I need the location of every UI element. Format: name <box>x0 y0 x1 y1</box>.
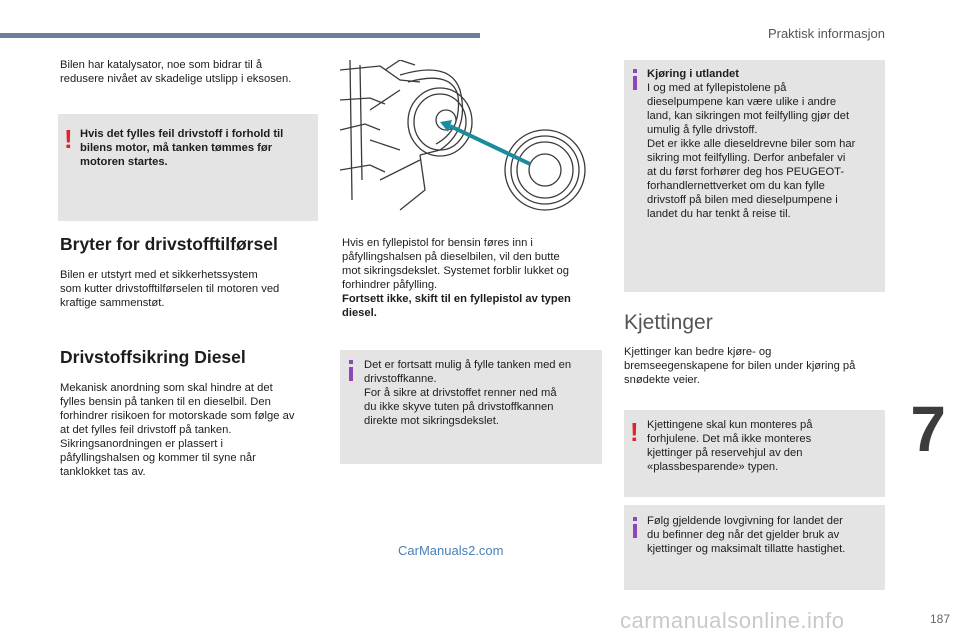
intro-text <box>60 58 325 86</box>
para-bryter <box>60 268 325 310</box>
intro-line: Bilen har katalysator, noe som bidrar til å <box>60 59 263 71</box>
info-line: umulig å fylle drivstoff. <box>647 124 758 136</box>
info-text <box>647 514 883 556</box>
warning-line: Hvis det fylles feil drivstoff i forhold til <box>80 128 284 140</box>
info-line: at du først forhører deg hos PEUGEOT- <box>647 166 845 178</box>
info-line: drivstoffkanne. <box>364 373 437 385</box>
info-line: du ikke skyve tuten på drivstoffkannen <box>364 401 554 413</box>
heading-drivstoffsikring: Drivstoffsikring Diesel <box>60 347 246 367</box>
info-icon <box>633 69 637 73</box>
warning-line: motoren startes. <box>80 156 168 168</box>
para-line: fylles bensin på tanken til en dieselbil. Den <box>60 396 271 408</box>
heading-bryter: Bryter for drivstofftilførsel <box>60 234 278 254</box>
para-line: kraftige sammenstøt. <box>60 297 165 309</box>
info-box-drivstoffkanne <box>340 350 602 464</box>
warning-text <box>647 418 883 474</box>
info-line: Det er fortsatt mulig å fylle tanken med en <box>364 359 572 371</box>
info-line: drivstoff på bilen med dieselpumpene i <box>647 194 838 206</box>
info-text <box>647 67 883 221</box>
para-line: påfyllingshalsen og kommer til syne når <box>60 452 256 464</box>
info-line: I og med at fyllepistolene på <box>647 82 787 94</box>
info-line: Følg gjeldende lovgivning for landet der <box>647 515 843 527</box>
para-line: Kjettinger kan bedre kjøre- og <box>624 346 772 358</box>
para-fyllepistol <box>342 236 604 320</box>
warning-line: forhjulene. Det må ikke monteres <box>647 433 812 445</box>
info-icon-bar <box>633 76 637 90</box>
para-line: mot sikringsdekslet. Systemet forblir lukket og <box>342 265 569 277</box>
para-kjettinger <box>624 345 886 387</box>
fuel-filler-drawing <box>340 60 602 228</box>
warning-box <box>58 114 318 221</box>
warning-line: bilens motor, må tanken tømmes før <box>80 142 273 154</box>
section-title: Praktisk informasjon <box>767 26 885 41</box>
warning-line: «plassbesparende» typen. <box>647 461 779 473</box>
para-line: Mekanisk anordning som skal hindre at det <box>60 382 273 394</box>
warning-box-kjettinger <box>624 410 885 497</box>
para-bold-line: diesel. <box>342 307 377 319</box>
warning-icon: ! <box>630 417 639 447</box>
info-line: direkte mot sikringsdekslet. <box>364 415 499 427</box>
fuel-filler-illustration <box>340 60 602 228</box>
para-line: forhindrer påfylling. <box>342 279 438 291</box>
para-line: Sikringsanordningen er plassert i <box>60 438 223 450</box>
info-icon <box>349 360 353 364</box>
para-drivstoffsikring <box>60 381 325 479</box>
para-line: forhindrer risikoen for motorskade som følge av <box>60 410 295 422</box>
para-line: tanklokket tas av. <box>60 466 146 478</box>
warning-line: kjettinger på reservehjul av den <box>647 447 803 459</box>
para-line: som kutter drivstofftilførselen til motoren ved <box>60 283 280 295</box>
page-number: 187 <box>929 612 950 626</box>
para-line: at det fylles feil drivstoff på tanken. <box>60 424 232 436</box>
info-text <box>364 358 598 428</box>
warning-line: Kjettingene skal kun monteres på <box>647 419 813 431</box>
intro-line: redusere nivået av skadelige utslipp i eksosen. <box>60 73 292 85</box>
para-line: bremseegenskapene for bilen under kjøring på <box>624 360 856 372</box>
warning-text <box>80 127 312 169</box>
para-line: Bilen er utstyrt med et sikkerhetssystem <box>60 269 258 281</box>
para-bold-line: Fortsett ikke, skift til en fyllepistol av typen <box>342 293 571 305</box>
header-bar <box>0 33 480 38</box>
warning-icon: ! <box>64 124 73 154</box>
chapter-number: 7 <box>910 393 946 465</box>
info-icon-bar <box>633 524 637 538</box>
para-line: Hvis en fyllepistol for bensin føres inn i <box>342 237 533 249</box>
info-line: land, kan sikringen mot feilfylling gjør det <box>647 110 850 122</box>
info-icon <box>633 517 637 521</box>
para-line: påfyllingshalsen på dieselbilen, vil den butte <box>342 251 560 263</box>
info-box-lovgivning <box>624 505 885 590</box>
info-line: For å sikre at drivstoffet renner ned må <box>364 387 557 399</box>
info-box-utlandet <box>624 60 885 292</box>
info-line: landet du har tenkt å reise til. <box>647 208 791 220</box>
info-line: kjettinger og maksimalt tillatte hastighet. <box>647 543 846 555</box>
heading-kjettinger: Kjettinger <box>624 311 713 334</box>
para-line: snødekte veier. <box>624 374 700 386</box>
info-line: dieselpumpene kan være ulike i andre <box>647 96 837 108</box>
info-title: Kjøring i utlandet <box>647 68 739 80</box>
footer-watermark: carmanualsonline.info <box>620 608 845 633</box>
info-line: Det er ikke alle dieseldrevne biler som har <box>647 138 856 150</box>
info-line: sikring mot feilfylling. Derfor anbefaler vi <box>647 152 846 164</box>
info-line: forhandlernettverket om du kan fylle <box>647 180 825 192</box>
watermark-link[interactable]: CarManuals2.com <box>398 543 504 558</box>
info-icon-bar <box>349 367 353 381</box>
info-line: du befinner deg når det gjelder bruk av <box>647 529 840 541</box>
